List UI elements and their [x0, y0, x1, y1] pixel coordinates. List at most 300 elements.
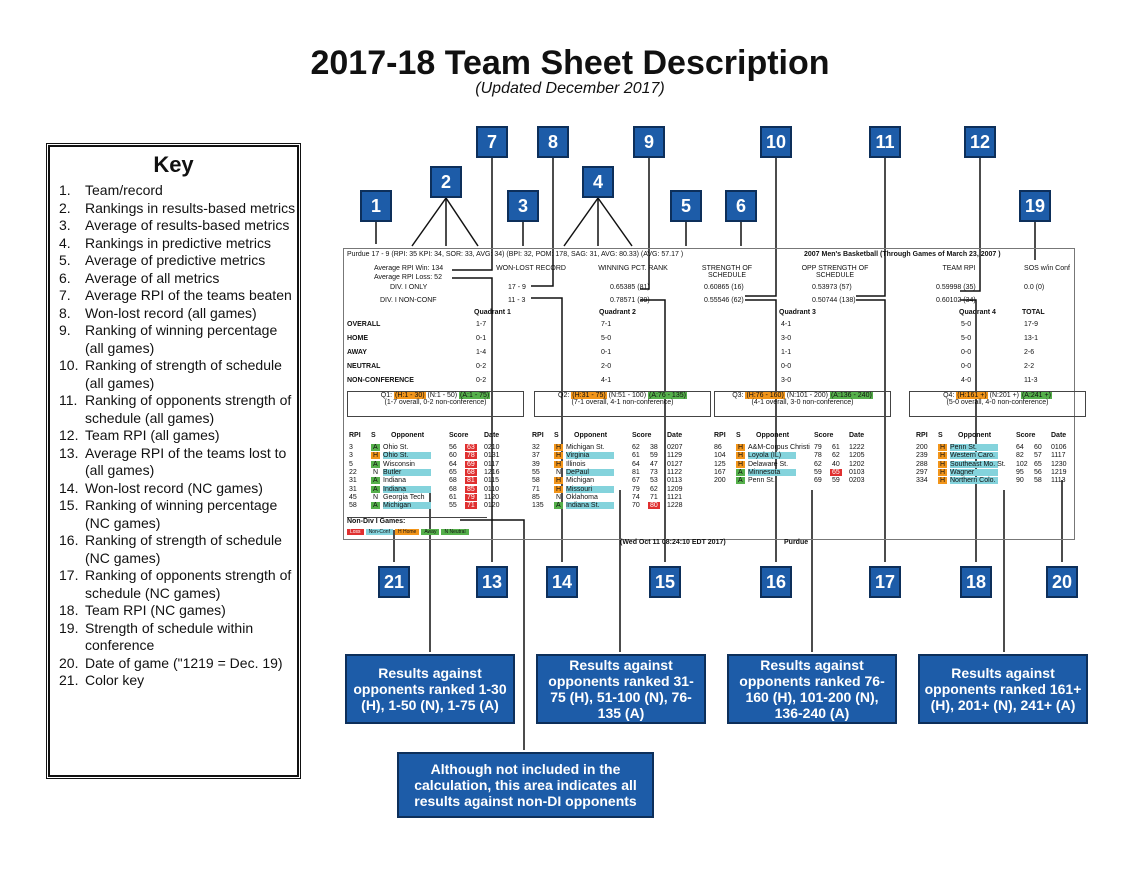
quadrant-box-home: (H:31 - 75) — [572, 392, 606, 399]
game-column-head: Opponent — [958, 432, 992, 439]
game-opponent: Michigan St. — [566, 444, 605, 451]
marker-1: 1 — [360, 190, 392, 222]
stat-value: 0.65385 (81) — [610, 284, 650, 291]
quadrant-value: 4-0 — [961, 377, 972, 384]
game-score-team: 67 — [632, 477, 640, 485]
game-score-team: 68 — [449, 485, 457, 493]
key-item-text: Team/record — [85, 182, 163, 198]
game-score-opp: 57 — [1034, 452, 1042, 460]
game-date: 1202 — [849, 460, 865, 468]
marker-13: 13 — [476, 566, 508, 598]
game-opponent: Wagner — [950, 469, 998, 476]
game-site: H — [738, 452, 744, 460]
game-score-team: 61 — [632, 452, 640, 460]
quadrant-box-label: Q4: — [943, 392, 957, 399]
game-score-team: 79 — [632, 485, 640, 493]
game-score-opp: 78 — [467, 452, 475, 460]
div1nc-label: DIV. I NON-CONF — [380, 297, 437, 304]
game-score-team: 55 — [449, 502, 457, 510]
game-score-team: 65 — [449, 468, 457, 476]
key-item-text: Ranking of winning percentage (all games) — [85, 322, 278, 356]
quadrant-box-away: (A:1 - 75) — [460, 392, 490, 399]
game-column-head: Opponent — [391, 432, 425, 439]
key-item-text: Average of results-based metrics — [85, 217, 290, 233]
key-item-text: Won-lost record (all games) — [85, 304, 257, 321]
game-score-opp: 79 — [467, 493, 475, 501]
game-score-team: 81 — [632, 468, 640, 476]
game-score-team: 69 — [814, 477, 822, 485]
key-heading: Key — [153, 152, 194, 177]
game-site: A — [373, 485, 378, 493]
key-item-text: Ranking of winning percentage (NC games) — [85, 497, 278, 531]
game-opponent: Wisconsin — [383, 460, 415, 468]
key-item — [59, 287, 298, 305]
quadrant-value: 2-2 — [1024, 363, 1035, 370]
game-score-opp: 65 — [1034, 460, 1042, 468]
key-item-number: 13. — [59, 444, 79, 461]
game-rpi: 288 — [916, 460, 928, 468]
key-item-text: Average RPI of the teams beaten — [85, 287, 292, 303]
game-date: 0131 — [484, 452, 500, 460]
quadrant-box-neutral: (N:1 - 50) — [425, 392, 460, 399]
quadrant-value: 2-0 — [601, 363, 612, 370]
stat-value: 0.60865 (16) — [704, 284, 744, 291]
quadrant-value: 1-7 — [476, 321, 487, 328]
key-item — [59, 620, 298, 655]
game-date: 0115 — [484, 477, 500, 485]
game-opponent: Indiana — [383, 486, 431, 493]
quadrant-row-label: AWAY — [347, 349, 367, 356]
game-date: 1117 — [1051, 452, 1066, 460]
key-item — [59, 235, 298, 253]
key-item-number: 15. — [59, 497, 79, 513]
sheet-header: Purdue 17 - 9 (RPI: 35 KPI: 34, SOR: 33, AVG: 34) (BPI: 32, POM: 178, SAG: 31, AVG: 80.33) (AVG: 57.17 ) — [347, 251, 684, 258]
stat-value: 0.50744 (138) — [812, 297, 856, 304]
game-rpi: 125 — [714, 460, 726, 468]
callout-q1: Results against opponents ranked 1-30 (H), 1-50 (N), 1-75 (A) — [345, 654, 515, 724]
game-rpi: 86 — [714, 444, 722, 451]
key-item-number: 10. — [59, 357, 79, 373]
quadrant-value: 0-0 — [961, 363, 972, 370]
game-rpi: 22 — [349, 468, 357, 476]
legend-item: Non-Conf — [366, 529, 393, 535]
game-site: H — [738, 444, 744, 451]
quadrant-head: Quadrant 1 — [474, 309, 511, 316]
quadrant-value: 3-0 — [781, 335, 792, 342]
key-item-number: 11. — [59, 392, 78, 408]
sheet-footer-team: Purdue — [784, 539, 809, 546]
quadrant-value: 1-1 — [781, 349, 792, 356]
game-date: 1121 — [667, 493, 683, 501]
quadrant-box-summary: (1-7 overall, 0-2 non-conference) — [384, 399, 487, 406]
quadrant-row-label: NEUTRAL — [347, 363, 381, 370]
quadrant-box-ranges — [910, 392, 1085, 399]
key-item-number: 9. — [59, 322, 71, 338]
marker-10: 10 — [760, 126, 792, 158]
game-score-opp: 60 — [1034, 444, 1042, 451]
stat-column-head: STRENGTH OF SCHEDULE — [701, 265, 753, 279]
game-site: H — [556, 477, 562, 485]
game-opponent: Southeast Mo. St. — [950, 460, 1006, 468]
game-opponent: Illinois — [566, 460, 586, 468]
key-item — [59, 270, 298, 288]
game-score-team: 68 — [449, 477, 457, 485]
key-item — [59, 655, 298, 673]
game-date: 0117 — [484, 460, 500, 468]
quadrant-value: 5-0 — [961, 321, 972, 328]
game-score-opp: 62 — [650, 485, 658, 493]
game-date: 0103 — [849, 468, 865, 476]
game-opponent: Loyola (IL) — [748, 452, 796, 459]
game-column-head: S — [938, 432, 943, 439]
game-opponent: Penn St. — [950, 444, 998, 451]
quadrant-head: TOTAL — [1022, 309, 1045, 316]
quadrant-box-label: Q3: — [732, 392, 746, 399]
game-date: 1122 — [667, 468, 683, 476]
game-score-team: 62 — [814, 460, 822, 468]
game-date: 0110 — [484, 485, 500, 493]
stat-value: 0.0 (0) — [1024, 284, 1045, 291]
game-score-team: 64 — [449, 460, 457, 468]
key-item-number: 19. — [59, 619, 79, 636]
key-item-number: 5. — [59, 252, 71, 268]
game-opponent: Missouri — [566, 486, 614, 493]
game-rpi: 104 — [714, 452, 726, 460]
game-opponent: Oklahoma — [566, 493, 598, 501]
key-item-number: 14. — [59, 479, 79, 496]
marker-6: 6 — [725, 190, 757, 222]
game-score-opp: 53 — [650, 477, 658, 485]
stat-column-head: OPP STRENGTH OF SCHEDULE — [801, 265, 869, 279]
game-rpi: 200 — [916, 444, 928, 451]
key-item-number: 8. — [59, 304, 71, 321]
game-score-opp: 71 — [467, 502, 475, 510]
game-rpi: 39 — [532, 460, 540, 468]
marker-7: 7 — [476, 126, 508, 158]
quadrant-box-ranges — [715, 392, 890, 399]
key-item — [59, 602, 298, 620]
quadrant-box-home: (H:76 - 160) — [746, 392, 784, 399]
key-item — [59, 305, 298, 323]
quadrant-box — [714, 391, 891, 417]
game-rpi: 3 — [349, 452, 353, 460]
game-score-team: 102 — [1016, 460, 1028, 468]
quadrant-value: 2-6 — [1024, 349, 1035, 356]
key-item-text: Average RPI of the teams lost to (all games) — [85, 444, 287, 478]
game-date: 0120 — [484, 502, 500, 510]
quadrant-value: 11-3 — [1024, 377, 1038, 384]
game-rpi: 55 — [532, 468, 540, 476]
quadrant-box-label: Q2: — [558, 392, 572, 399]
game-site: A — [373, 444, 378, 451]
game-opponent: A&M-Corpus Christi — [748, 444, 810, 451]
game-column-head: Opponent — [756, 432, 790, 439]
game-opponent: Minnesota — [748, 469, 796, 476]
key-item-number: 16. — [59, 532, 79, 548]
game-site: H — [940, 460, 946, 468]
game-date: 1129 — [667, 452, 683, 460]
key-item-text: Date of game ("1219 = Dec. 19) — [85, 654, 283, 671]
game-score-team: 60 — [449, 452, 457, 460]
game-column-head: S — [371, 432, 376, 439]
game-site: H — [940, 468, 946, 476]
game-score-team: 82 — [1016, 452, 1024, 460]
quadrant-box-neutral: (N:201 +) — [987, 392, 1021, 399]
game-site: N — [556, 468, 562, 476]
quadrant-box-ranges — [348, 392, 523, 399]
game-opponent: Michigan — [383, 502, 431, 509]
game-date: 1120 — [484, 493, 500, 501]
stat-value: 0.53973 (57) — [812, 284, 852, 291]
stat-value: 0.59998 (35) — [936, 284, 976, 291]
key-item-number: 2. — [59, 199, 71, 216]
legend-item: Away — [421, 529, 439, 535]
quadrant-value: 0-2 — [476, 377, 487, 384]
key-item-number: 18. — [59, 602, 79, 618]
game-rpi: 167 — [714, 468, 726, 476]
marker-12: 12 — [964, 126, 996, 158]
callout-q4: Results against opponents ranked 161+ (H), 201+ (N), 241+ (A) — [918, 654, 1088, 724]
avg-rpi-win: Average RPI Win: 134 — [374, 265, 444, 272]
game-score-opp: 40 — [832, 460, 840, 468]
game-site: A — [373, 502, 378, 510]
game-column-head: Score — [814, 432, 834, 439]
quadrant-value: 0-1 — [601, 349, 612, 356]
key-item — [59, 497, 298, 532]
game-score-team: 70 — [632, 502, 640, 510]
key-item-text: Average of predictive metrics — [85, 252, 266, 268]
quadrant-box-neutral: (N:101 - 200) — [784, 392, 830, 399]
key-item-text: Strength of schedule within conference — [85, 619, 254, 653]
game-column-head: Opponent — [574, 432, 608, 439]
game-date: 1219 — [1051, 468, 1067, 476]
stat-column-head: WON-LOST RECORD — [496, 265, 566, 272]
quadrant-head: Quadrant 2 — [599, 309, 636, 316]
quadrant-head: Quadrant 3 — [779, 309, 816, 316]
game-score-opp: 38 — [650, 444, 658, 451]
key-item-number: 1. — [59, 182, 71, 198]
game-site: H — [373, 452, 379, 460]
game-opponent: Virginia — [566, 452, 614, 459]
game-column-head: Score — [1016, 432, 1036, 439]
key-item-number: 7. — [59, 287, 71, 303]
stat-column-head: TEAM RPI — [942, 265, 976, 272]
game-site: A — [373, 460, 378, 468]
key-item-text: Ranking of strength of schedule (NC games) — [85, 532, 282, 566]
game-column-head: Score — [632, 432, 652, 439]
game-date: 1230 — [1051, 460, 1067, 468]
key-item-number: 6. — [59, 269, 71, 286]
key-item — [59, 322, 298, 357]
game-column-head: RPI — [349, 432, 361, 439]
game-score-team: 56 — [449, 444, 457, 451]
game-site: A — [556, 502, 561, 510]
game-site: H — [940, 477, 946, 485]
quadrant-box — [347, 391, 524, 417]
quadrant-box-ranges — [535, 392, 710, 399]
game-site: N — [373, 493, 379, 501]
game-site: H — [556, 485, 562, 493]
game-score-opp: 56 — [1034, 468, 1042, 476]
callout-q3: Results against opponents ranked 76-160 (H), 101-200 (N), 136-240 (A) — [727, 654, 897, 724]
game-opponent: Delaware St. — [748, 460, 789, 468]
key-panel — [46, 143, 301, 779]
game-rpi: 334 — [916, 477, 928, 485]
game-date: 1216 — [484, 468, 500, 476]
nondiv-label: Non-Div I Games: — [347, 517, 487, 525]
game-score-opp: 73 — [650, 468, 658, 476]
quadrant-head: Quadrant 4 — [959, 309, 996, 316]
game-score-team: 62 — [632, 444, 640, 451]
key-item — [59, 567, 298, 602]
quadrant-box-label: Q1: — [380, 392, 395, 399]
quadrant-row-label: HOME — [347, 335, 368, 342]
game-score-opp: 63 — [467, 444, 475, 451]
game-rpi: 31 — [349, 485, 357, 493]
stat-column-head: WINNING PCT. RANK — [598, 265, 668, 272]
game-site: A — [738, 468, 743, 476]
game-date: 1209 — [667, 485, 683, 493]
quadrant-value: 0-0 — [781, 363, 792, 370]
game-rpi: 5 — [349, 460, 353, 468]
stat-value: 11 - 3 — [508, 297, 526, 304]
game-rpi: 135 — [532, 502, 544, 510]
key-item-number: 12. — [59, 427, 79, 443]
quadrant-box-summary: (5-0 overall, 4-0 non-conference) — [946, 399, 1049, 406]
game-opponent: Michigan — [566, 477, 595, 485]
quadrant-box-neutral: (N:51 - 100) — [606, 392, 648, 399]
div1-label: DIV. I ONLY — [390, 284, 428, 291]
game-score-opp: 59 — [650, 452, 658, 460]
game-site: N — [556, 493, 562, 501]
game-column-head: Date — [849, 432, 865, 439]
game-column-head: Date — [667, 432, 683, 439]
page-subtitle: (Updated December 2017) — [475, 80, 665, 97]
game-opponent: Ohio St. — [383, 444, 409, 451]
game-column-head: RPI — [532, 432, 544, 439]
key-item-number: 4. — [59, 234, 71, 251]
quadrant-value: 17-9 — [1024, 321, 1039, 328]
game-column-head: Date — [1051, 432, 1067, 439]
game-rpi: 45 — [349, 493, 357, 501]
key-item-number: 20. — [59, 654, 79, 671]
key-item — [59, 427, 298, 445]
quadrant-value: 0-0 — [961, 349, 972, 356]
game-score-team: 59 — [814, 468, 822, 476]
stat-value: 0.60102 (34) — [936, 297, 976, 304]
marker-2: 2 — [430, 166, 462, 198]
game-date: 0207 — [667, 444, 683, 451]
game-score-team: 61 — [449, 493, 457, 501]
key-item — [59, 182, 298, 200]
game-opponent: Western Caro. — [950, 452, 998, 459]
game-rpi: 85 — [532, 493, 540, 501]
game-date: 1113 — [1051, 477, 1066, 485]
marker-3: 3 — [507, 190, 539, 222]
key-item — [59, 252, 298, 270]
game-rpi: 37 — [532, 452, 540, 460]
avg-rpi-loss: Average RPI Loss: 52 — [374, 274, 442, 281]
key-item-text: Rankings in predictive metrics — [85, 234, 271, 251]
key-item — [59, 200, 298, 218]
game-rpi: 58 — [349, 502, 357, 510]
marker-20: 20 — [1046, 566, 1078, 598]
game-site: N — [373, 468, 379, 476]
game-date: 1205 — [849, 452, 865, 460]
sheet-header-2: 2007 Men's Basketball (Through Games of March 23, 2007 ) — [804, 251, 1001, 258]
key-item-number: 3. — [59, 217, 71, 233]
game-score-team: 64 — [1016, 444, 1024, 451]
team-sheet — [343, 248, 1075, 546]
game-score-opp: 69 — [467, 460, 475, 468]
quadrant-box — [909, 391, 1086, 417]
marker-19: 19 — [1019, 190, 1051, 222]
game-score-opp: 65 — [832, 468, 840, 476]
stat-value: 0.78571 (39) — [610, 297, 650, 304]
marker-21: 21 — [378, 566, 410, 598]
game-score-opp: 58 — [1034, 477, 1042, 485]
quadrant-value: 5-0 — [961, 335, 972, 342]
quadrant-value: 5-0 — [601, 335, 612, 342]
marker-9: 9 — [633, 126, 665, 158]
game-score-opp: 71 — [650, 493, 658, 501]
game-opponent: DePaul — [566, 469, 614, 476]
marker-18: 18 — [960, 566, 992, 598]
game-date: 0127 — [667, 460, 683, 468]
marker-8: 8 — [537, 126, 569, 158]
game-site: H — [556, 444, 562, 451]
marker-14: 14 — [546, 566, 578, 598]
quadrant-box-home: (H:161 +) — [957, 392, 987, 399]
key-item — [59, 480, 298, 498]
marker-11: 11 — [869, 126, 901, 158]
game-opponent: Georgia Tech — [383, 493, 425, 501]
legend-item: H Home — [395, 529, 419, 535]
game-score-team: 95 — [1016, 468, 1024, 476]
game-score-team: 64 — [632, 460, 640, 468]
quadrant-box-away: (A:241 +) — [1021, 392, 1051, 399]
quadrant-box-away: (A:136 - 240) — [830, 392, 872, 399]
game-opponent: Butler — [383, 469, 431, 476]
game-rpi: 297 — [916, 468, 928, 476]
game-score-opp: 62 — [832, 452, 840, 460]
marker-5: 5 — [670, 190, 702, 222]
quadrant-row-label: OVERALL — [347, 321, 381, 328]
quadrant-box-home: (H:1 - 30) — [395, 392, 425, 399]
key-item-number: 21. — [59, 672, 79, 688]
key-item-number: 17. — [59, 567, 79, 583]
key-item — [59, 217, 298, 235]
key-item-text: Average of all metrics — [85, 269, 220, 286]
game-date: 0106 — [1051, 444, 1067, 451]
quadrant-value: 4-1 — [781, 321, 792, 328]
marker-17: 17 — [869, 566, 901, 598]
game-site: H — [940, 452, 946, 460]
game-rpi: 3 — [349, 444, 353, 451]
game-opponent: Indiana — [383, 477, 406, 485]
game-rpi: 58 — [532, 477, 540, 485]
marker-15: 15 — [649, 566, 681, 598]
quadrant-value: 13-1 — [1024, 335, 1039, 342]
game-date: 1222 — [849, 444, 865, 451]
callout-nondiv: Although not included in the calculation, this area indicates all results against non-DI opponents — [397, 752, 654, 818]
key-item — [59, 672, 298, 690]
key-item-text: Team RPI (NC games) — [85, 602, 226, 618]
game-column-head: Date — [484, 432, 500, 439]
game-rpi: 71 — [532, 485, 540, 493]
game-column-head: RPI — [916, 432, 928, 439]
key-item-text: Rankings in results-based metrics — [85, 199, 296, 216]
